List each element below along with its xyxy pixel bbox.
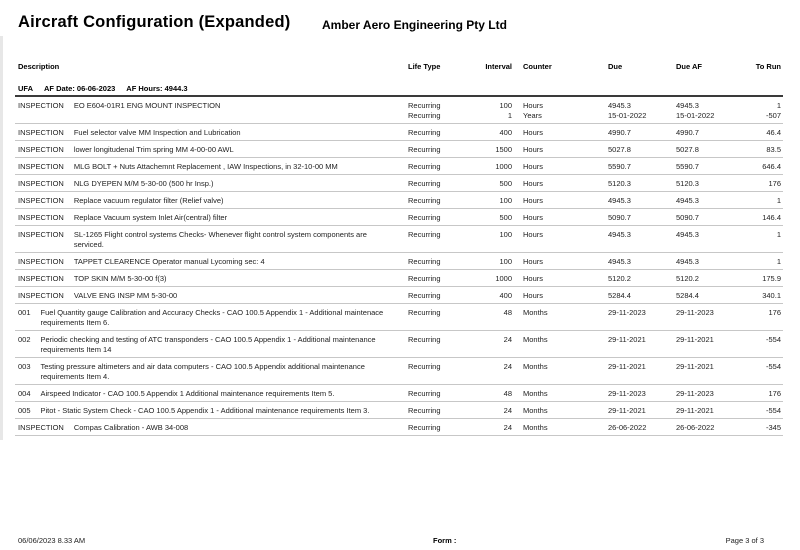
interval-value: 1500 <box>495 145 512 154</box>
to-run-value: -507 <box>765 111 781 120</box>
row-schedule-lines <box>15 196 783 206</box>
life-type-value: Recurring <box>408 162 441 171</box>
to-run-value: 1 <box>776 101 781 110</box>
col-header-interval: Interval <box>485 62 512 71</box>
to-run-value: 1 <box>776 257 781 266</box>
life-type-value: Recurring <box>408 308 441 317</box>
life-type-value: Recurring <box>408 230 441 239</box>
schedule-line <box>15 111 783 121</box>
table-row <box>15 158 783 175</box>
due-value: 5120.2 <box>608 274 631 283</box>
aircraft-group-header <box>18 84 188 93</box>
counter-value: Months <box>523 406 548 415</box>
aircraft-registration: UFA <box>18 84 33 93</box>
to-run-value: -345 <box>765 423 781 432</box>
col-header-due: Due <box>608 62 623 71</box>
to-run-value: 1 <box>776 196 781 205</box>
schedule-line <box>15 291 783 301</box>
row-description: VALVE ENG INSP MM 5-30-00 <box>73 291 178 300</box>
row-type: INSPECTION <box>18 274 64 283</box>
page-edge-strip <box>0 36 3 440</box>
due-value: 5120.3 <box>608 179 631 188</box>
due-value: 5590.7 <box>608 162 631 171</box>
row-schedule-lines <box>15 145 783 155</box>
counter-value: Years <box>523 111 542 120</box>
schedule-line <box>15 257 783 267</box>
due-value: 4945.3 <box>608 230 631 239</box>
schedule-line <box>15 162 783 172</box>
due-af-value: 29-11-2021 <box>676 335 714 344</box>
counter-value: Hours <box>523 196 544 205</box>
table-row <box>15 124 783 141</box>
schedule-line <box>15 196 783 206</box>
table-row <box>15 253 783 270</box>
row-schedule-lines <box>15 335 783 345</box>
due-value: 4945.3 <box>608 257 631 266</box>
schedule-line <box>15 128 783 138</box>
to-run-value: 176 <box>768 179 781 188</box>
due-value: 15-01-2022 <box>608 111 647 120</box>
counter-value: Hours <box>523 101 544 110</box>
due-value: 5090.7 <box>608 213 631 222</box>
due-value: 29-11-2021 <box>608 335 646 344</box>
due-af-value: 29-11-2023 <box>676 389 714 398</box>
interval-value: 48 <box>503 308 512 317</box>
table-row <box>15 270 783 287</box>
interval-value: 100 <box>499 196 512 205</box>
life-type-value: Recurring <box>408 145 441 154</box>
counter-value: Hours <box>523 291 544 300</box>
due-value: 4945.3 <box>608 196 631 205</box>
row-description: SL-1265 Flight control systems Checks- Whenever flight control system components are serviced. <box>73 230 367 249</box>
col-header-to-run: To Run <box>755 62 781 71</box>
counter-value: Months <box>523 335 548 344</box>
interval-value: 24 <box>503 423 512 432</box>
row-type: INSPECTION <box>18 162 64 171</box>
maintenance-items-table <box>15 97 783 436</box>
row-description: Fuel selector valve MM Inspection and Lubrication <box>73 128 241 137</box>
company-name: Amber Aero Engineering Pty Ltd <box>322 18 507 32</box>
row-schedule-lines <box>15 291 783 301</box>
col-header-due-af: Due AF <box>676 62 702 71</box>
due-af-value: 5120.3 <box>676 179 699 188</box>
row-type: INSPECTION <box>18 101 64 110</box>
table-row <box>15 192 783 209</box>
due-af-value: 4945.3 <box>676 101 699 110</box>
due-value: 29-11-2023 <box>608 308 646 317</box>
row-type: INSPECTION <box>18 179 64 188</box>
due-af-value: 15-01-2022 <box>676 111 715 120</box>
row-description: NLG DYEPEN M/M 5-30-00 (500 hr Insp.) <box>73 179 214 188</box>
row-type: 001 <box>18 308 31 317</box>
af-hours: AF Hours: 4944.3 <box>126 84 188 93</box>
schedule-line <box>15 423 783 433</box>
row-schedule-lines <box>15 362 783 372</box>
to-run-value: 83.5 <box>766 145 781 154</box>
counter-value: Hours <box>523 145 544 154</box>
interval-value: 400 <box>499 128 512 137</box>
life-type-value: Recurring <box>408 196 441 205</box>
schedule-line <box>15 406 783 416</box>
interval-value: 500 <box>499 213 512 222</box>
page-title: Aircraft Configuration (Expanded) <box>18 13 291 31</box>
to-run-value: -554 <box>765 362 781 371</box>
life-type-value: Recurring <box>408 101 441 110</box>
row-description: Testing pressure altimeters and air data computers - CAO 100.5 Appendix additional maintenance requirements Item 4. <box>40 362 365 381</box>
row-description: Fuel Quantity gauge Calibration and Accuracy Checks - CAO 100.5 Appendix 1 - Additional maintenace requirements Item 6. <box>40 308 384 327</box>
schedule-line <box>15 389 783 399</box>
row-schedule-lines <box>15 179 783 189</box>
af-date: AF Date: 06-06-2023 <box>44 84 116 93</box>
table-row <box>15 97 783 124</box>
interval-value: 400 <box>499 291 512 300</box>
due-value: 29-11-2021 <box>608 406 646 415</box>
row-schedule-lines <box>15 257 783 267</box>
row-schedule-lines <box>15 230 783 240</box>
counter-value: Hours <box>523 274 544 283</box>
table-row <box>15 402 783 419</box>
table-column-headers <box>0 62 800 74</box>
row-type: INSPECTION <box>18 230 64 239</box>
due-af-value: 4990.7 <box>676 128 699 137</box>
due-af-value: 4945.3 <box>676 257 699 266</box>
table-row <box>15 419 783 436</box>
life-type-value: Recurring <box>408 179 441 188</box>
table-row <box>15 287 783 304</box>
to-run-value: 46.4 <box>766 128 781 137</box>
row-type: INSPECTION <box>18 213 64 222</box>
counter-value: Months <box>523 423 548 432</box>
row-schedule-lines <box>15 406 783 416</box>
interval-value: 24 <box>503 335 512 344</box>
row-type: INSPECTION <box>18 145 64 154</box>
to-run-value: 146.4 <box>762 213 781 222</box>
counter-value: Hours <box>523 162 544 171</box>
schedule-line <box>15 362 783 372</box>
life-type-value: Recurring <box>408 423 441 432</box>
life-type-value: Recurring <box>408 389 441 398</box>
row-type: 003 <box>18 362 31 371</box>
counter-value: Hours <box>523 230 544 239</box>
row-description: lower longitudenal Trim spring MM 4-00-00 AWL <box>73 145 234 154</box>
table-row <box>15 175 783 192</box>
report-header <box>0 13 800 35</box>
interval-value: 100 <box>499 230 512 239</box>
life-type-value: Recurring <box>408 406 441 415</box>
interval-value: 100 <box>499 101 512 110</box>
table-row <box>15 141 783 158</box>
due-af-value: 5027.8 <box>676 145 699 154</box>
due-af-value: 4945.3 <box>676 196 699 205</box>
row-type: INSPECTION <box>18 423 64 432</box>
interval-value: 48 <box>503 389 512 398</box>
table-row <box>15 385 783 402</box>
life-type-value: Recurring <box>408 291 441 300</box>
to-run-value: 340.1 <box>762 291 781 300</box>
row-description: TAPPET CLEARENCE Operator manual Lycoming sec: 4 <box>73 257 265 266</box>
form-label: Form : <box>433 536 457 545</box>
col-header-life-type: Life Type <box>408 62 441 71</box>
interval-value: 1000 <box>495 274 512 283</box>
schedule-line <box>15 101 783 111</box>
to-run-value: 646.4 <box>762 162 781 171</box>
due-value: 5284.4 <box>608 291 631 300</box>
life-type-value: Recurring <box>408 257 441 266</box>
due-af-value: 4945.3 <box>676 230 699 239</box>
schedule-line <box>15 230 783 240</box>
row-description: Replace vacuum regulator filter (Relief valve) <box>73 196 224 205</box>
schedule-line <box>15 308 783 318</box>
life-type-value: Recurring <box>408 274 441 283</box>
schedule-line <box>15 179 783 189</box>
interval-value: 500 <box>499 179 512 188</box>
row-description: TOP SKIN M/M 5-30-00 f(3) <box>73 274 167 283</box>
row-description: MLG BOLT + Nuts Attachemnt Replacement , IAW Inspections, in 32-10-00 MM <box>73 162 338 171</box>
due-value: 4990.7 <box>608 128 631 137</box>
to-run-value: 176 <box>768 308 781 317</box>
counter-value: Hours <box>523 128 544 137</box>
to-run-value: 1 <box>776 230 781 239</box>
due-value: 29-11-2021 <box>608 362 646 371</box>
row-description: Compas Calibration - AWB 34-008 <box>73 423 189 432</box>
due-value: 26-06-2022 <box>608 423 647 432</box>
row-schedule-lines <box>15 308 783 318</box>
due-af-value: 5284.4 <box>676 291 699 300</box>
schedule-line <box>15 335 783 345</box>
due-value: 4945.3 <box>608 101 631 110</box>
counter-value: Hours <box>523 257 544 266</box>
row-schedule-lines <box>15 423 783 433</box>
footer-datetime: 06/06/2023 8.33 AM <box>18 536 86 545</box>
to-run-value: 175.9 <box>762 274 781 283</box>
table-row <box>15 304 783 331</box>
interval-value: 100 <box>499 257 512 266</box>
life-type-value: Recurring <box>408 128 441 137</box>
row-description: Periodic checking and testing of ATC transponders - CAO 100.5 Appendix 1 - Additional maintenance requirements Item 14 <box>40 335 376 354</box>
row-type: INSPECTION <box>18 291 64 300</box>
due-af-value: 26-06-2022 <box>676 423 715 432</box>
row-schedule-lines <box>15 162 783 172</box>
life-type-value: Recurring <box>408 213 441 222</box>
table-row <box>15 331 783 358</box>
row-description: EO E604-01R1 ENG MOUNT INSPECTION <box>73 101 221 110</box>
counter-value: Months <box>523 389 548 398</box>
to-run-value: 176 <box>768 389 781 398</box>
row-type: 004 <box>18 389 31 398</box>
counter-value: Months <box>523 308 548 317</box>
due-af-value: 5090.7 <box>676 213 699 222</box>
life-type-value: Recurring <box>408 111 441 120</box>
row-schedule-lines <box>15 389 783 399</box>
table-row <box>15 358 783 385</box>
due-value: 5027.8 <box>608 145 631 154</box>
row-type: 005 <box>18 406 31 415</box>
row-type: INSPECTION <box>18 196 64 205</box>
due-af-value: 29-11-2021 <box>676 406 714 415</box>
report-footer <box>0 536 800 548</box>
due-af-value: 5590.7 <box>676 162 699 171</box>
life-type-value: Recurring <box>408 335 441 344</box>
row-type: INSPECTION <box>18 257 64 266</box>
life-type-value: Recurring <box>408 362 441 371</box>
schedule-line <box>15 274 783 284</box>
counter-value: Months <box>523 362 548 371</box>
col-header-description: Description <box>18 62 60 71</box>
interval-value: 24 <box>503 362 512 371</box>
row-schedule-lines <box>15 128 783 138</box>
due-af-value: 29-11-2023 <box>676 308 714 317</box>
due-value: 29-11-2023 <box>608 389 646 398</box>
interval-value: 1000 <box>495 162 512 171</box>
due-af-value: 29-11-2021 <box>676 362 714 371</box>
row-description: Pitot - Static System Check - CAO 100.5 Appendix 1 - Additional maintenance requirements Item 3. <box>40 406 370 415</box>
row-description: Airspeed Indicator - CAO 100.5 Appendix 1 Additional maintenance requirements Item 5. <box>40 389 335 398</box>
due-af-value: 5120.2 <box>676 274 699 283</box>
to-run-value: -554 <box>765 335 781 344</box>
col-header-counter: Counter <box>523 62 552 71</box>
schedule-line <box>15 145 783 155</box>
counter-value: Hours <box>523 213 544 222</box>
page-number: Page 3 of 3 <box>725 536 764 545</box>
row-type: INSPECTION <box>18 128 64 137</box>
row-schedule-lines <box>15 101 783 121</box>
row-description: Replace Vacuum system Inlet Air(central) filter <box>73 213 228 222</box>
row-schedule-lines <box>15 274 783 284</box>
interval-value: 1 <box>507 111 512 120</box>
row-type: 002 <box>18 335 31 344</box>
row-schedule-lines <box>15 213 783 223</box>
counter-value: Hours <box>523 179 544 188</box>
interval-value: 24 <box>503 406 512 415</box>
table-row <box>15 209 783 226</box>
table-row <box>15 226 783 253</box>
to-run-value: -554 <box>765 406 781 415</box>
schedule-line <box>15 213 783 223</box>
